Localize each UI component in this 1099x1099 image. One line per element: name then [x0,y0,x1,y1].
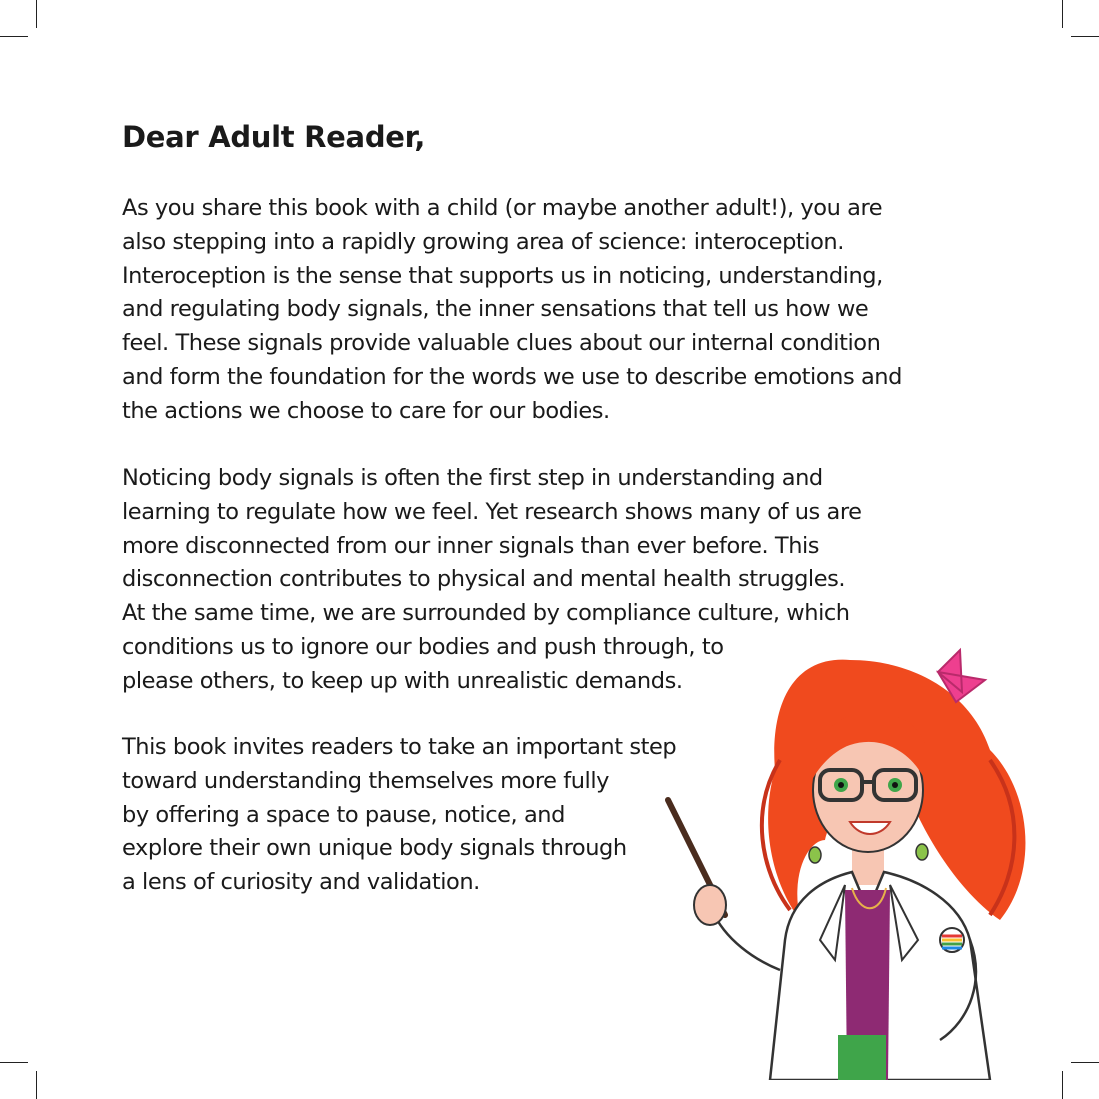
hand [694,885,726,925]
text-line: by offering a space to pause, notice, and [122,801,565,828]
text-line: and form the foundation for the words we use to describe emotions and [122,363,902,390]
crop-mark [36,0,37,28]
text-line: As you share this book with a child (or maybe another adult!), you are [122,195,883,221]
text-line: and regulating body signals, the inner sensations that tell us how we [122,296,869,323]
crop-mark [1062,1071,1063,1099]
text-line: the actions we choose to care for our bodies. [122,397,610,424]
letter-paragraph-3 [122,731,676,900]
text-line: a lens of curiosity and validation. [122,869,480,896]
letter-paragraph-1 [122,192,902,429]
crop-mark [36,1071,37,1099]
crop-mark [0,36,28,37]
scientist-illustration [640,640,1060,1080]
text-line: Noticing body signals is often the first step in understanding and [122,465,823,491]
crop-mark [0,1062,28,1063]
text-line: please others, to keep up with unrealistic demands. [122,667,683,694]
text-line: This book invites readers to take an important step [122,734,677,760]
earring-icon [809,847,821,863]
text-line: toward understanding themselves more fully [122,767,610,794]
text-line: At the same time, we are surrounded by compliance culture, which [122,600,850,627]
earring-icon [916,844,928,860]
text-line: learning to regulate how we feel. Yet research shows many of us are [122,498,862,525]
crop-mark [1071,1062,1099,1063]
crop-mark [1062,0,1063,28]
pants [838,1035,886,1080]
text-line: feel. These signals provide valuable clues about our internal condition [122,330,881,357]
text-line: disconnection contributes to physical and mental health struggles. [122,566,846,593]
text-line: Interoception is the sense that supports us in noticing, understanding, [122,262,883,289]
text-line: more disconnected from our inner signals than ever before. This [122,532,820,559]
text-line: conditions us to ignore our bodies and push through, to [122,633,724,660]
text-line: explore their own unique body signals through [122,835,627,862]
text-line: also stepping into a rapidly growing area of science: interoception. [122,228,844,255]
letter-heading: Dear Adult Reader, [122,120,426,154]
crop-mark [1071,36,1099,37]
